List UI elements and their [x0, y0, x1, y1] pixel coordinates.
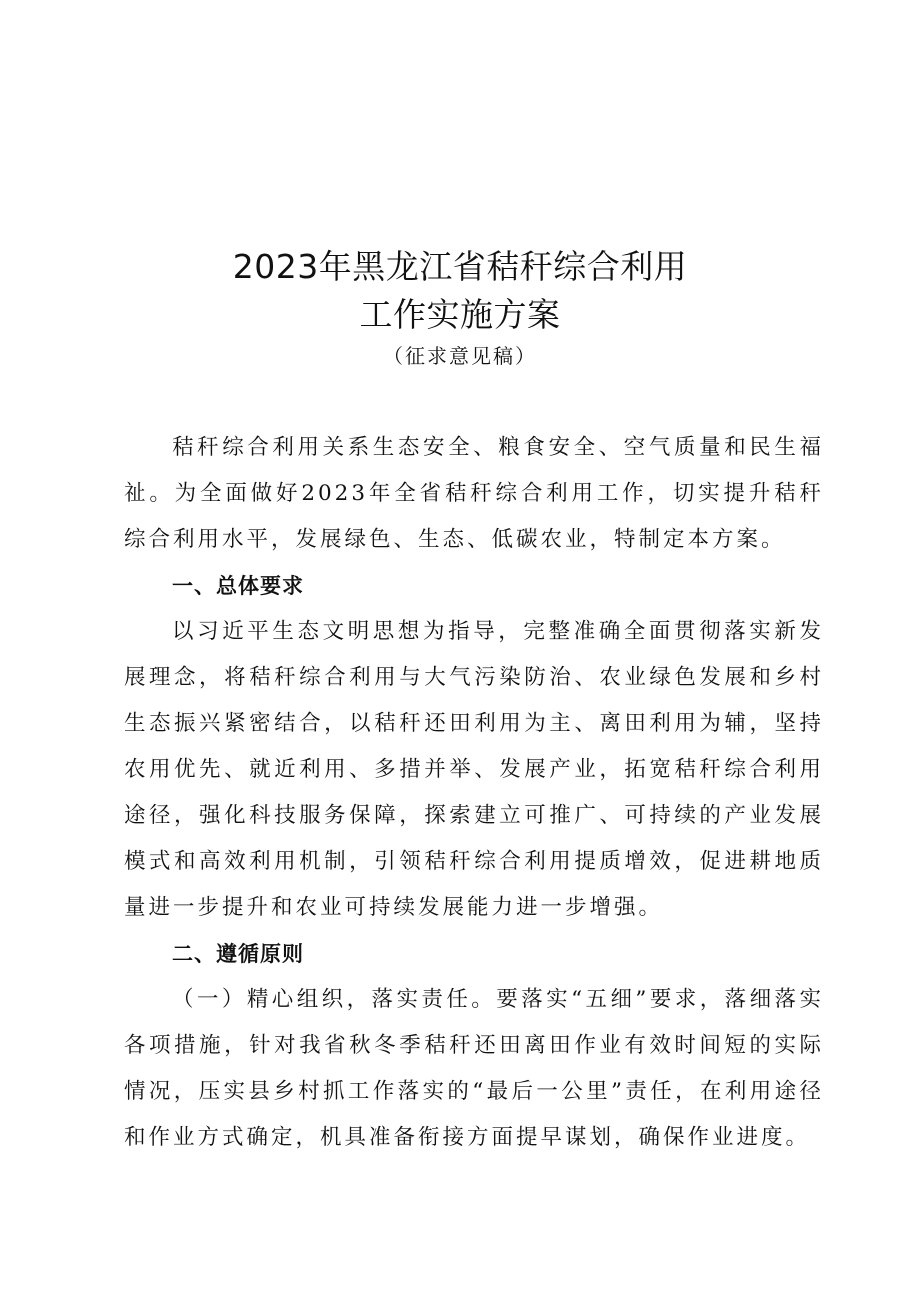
section-2-heading: 二、遵循原则: [172, 942, 304, 966]
document-title-line-1: [0, 243, 920, 291]
document-body: [124, 425, 824, 1161]
intro-paragraph: 秸秆综合利用关系生态安全、粮食安全、空气质量和民生福祉。为全面做好2023年全省秸秆综合利用工作，切实提升秸秆综合利用水平，发展绿色、生态、低碳农业，特制定本方案。: [124, 435, 824, 552]
section-1-paragraph: 以习近平生态文明思想为指导，完整准确全面贯彻落实新发展理念，将秸秆综合利用与大气污染防治、农业绿色发展和乡村生态振兴紧密结合，以秸秆还田利用为主、离田利用为辅，坚持农用优先、就近利用、多措并举、发展产业，拓宽秸秆综合利用途径，强化科技服务保障，探索建立可推广、可持续的产业发展模式和高效利用机制，引领秸秆综合利用提质增效，促进耕地质量进一步提升和农业可持续发展能力进一步增强。: [124, 619, 824, 920]
document-title-line-2: [0, 291, 920, 339]
title-text-1: 2023年黑龙江省秸秆综合利用: [232, 247, 688, 286]
section-2-item-1-paragraph: （一）精心组织，落实责任。要落实“五细”要求，落细落实各项措施，针对我省秋冬季秸秆还田离田作业有效时间短的实际情况，压实县乡村抓工作落实的“最后一公里”责任，在利用途径和作业方式确定，机具准备衔接方面提早谋划，确保作业进度。: [124, 987, 824, 1150]
section-1-heading: 一、总体要求: [172, 574, 304, 598]
title-text-2: 工作实施方案: [359, 295, 561, 334]
document-subtitle: （征求意见稿）: [383, 344, 537, 368]
